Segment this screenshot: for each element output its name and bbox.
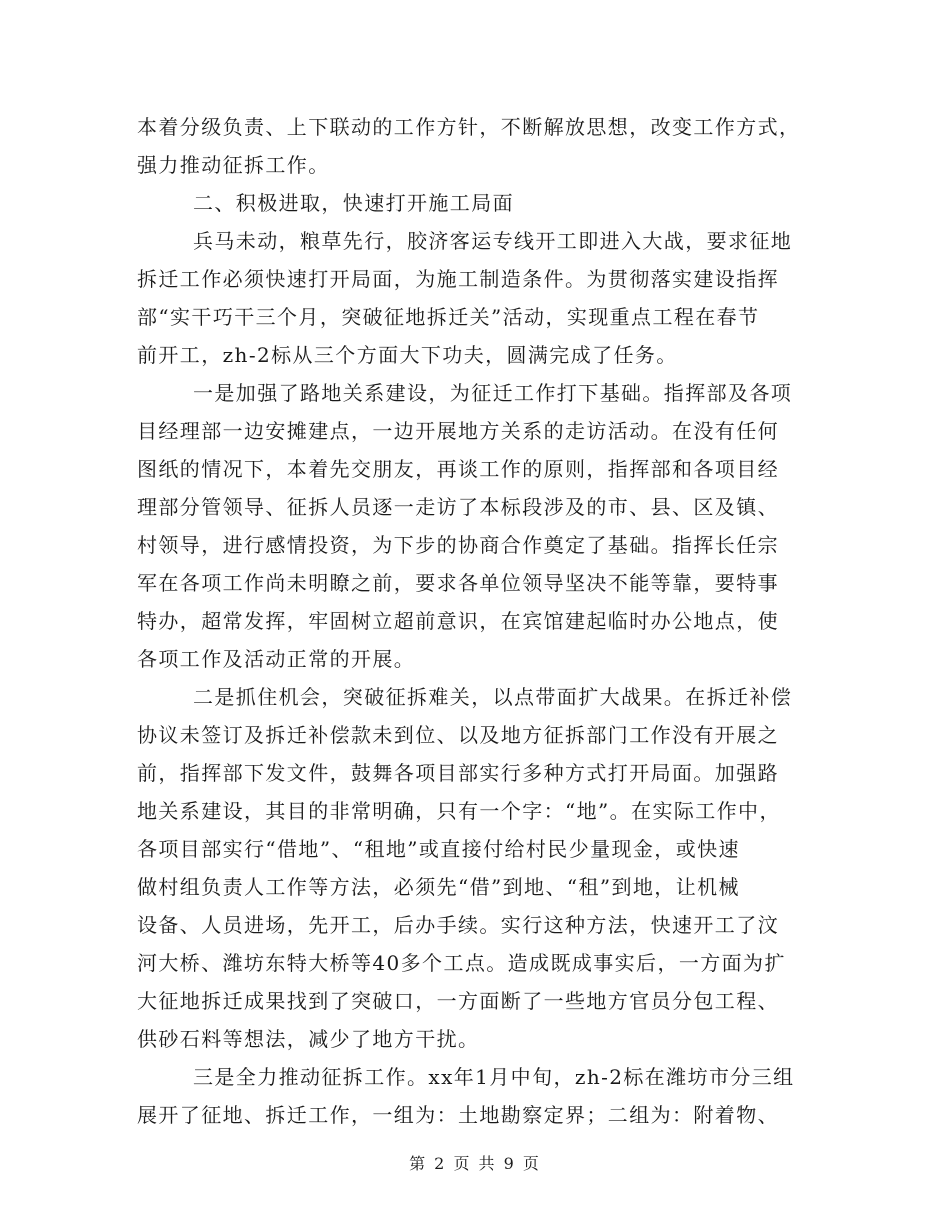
text-line: 地关系建设，其目的非常明确，只有一个字：“地”。在实际工作中， <box>137 799 781 823</box>
text-line: 各项工作及活动正常的开展。 <box>137 647 416 671</box>
text-line: 各项目部实行“借地”、“租地”或直接付给村民少量现金，或快速 <box>137 837 740 861</box>
text-line: 目经理部一边安摊建点，一边开展地方关系的走访活动。在没有任何 <box>137 419 779 443</box>
text-line: 兵马未动，粮草先行，胶济客运专线开工即进入大战，要求征地 <box>193 229 793 253</box>
text-line: 图纸的情况下，本着先交朋友，再谈工作的原则，指挥部和各项目经 <box>137 457 779 481</box>
text-line: 河大桥、潍坊东特大桥等40多个工点。造成既成事实后，一方面为扩 <box>137 951 786 975</box>
document-body <box>137 108 813 1134</box>
text-line: 供砂石料等想法，减少了地方干扰。 <box>137 1027 480 1051</box>
text-line: 军在各项工作尚未明瞭之前，要求各单位领导坚决不能等靠，要特事 <box>137 571 779 595</box>
text-line: 理部分管领导、征拆人员逐一走访了本标段涉及的市、县、区及镇、 <box>137 495 779 519</box>
text-line: 展开了征地、拆迁工作，一组为：土地勘察定界；二组为：附着物、 <box>137 1103 779 1127</box>
page-footer: 第 2 页 共 9 页 <box>409 1154 541 1173</box>
text-line: 前，指挥部下发文件，鼓舞各项目部实行多种方式打开局面。加强路 <box>137 761 779 785</box>
text-line: 二、积极进取，快速打开施工局面 <box>193 191 514 215</box>
text-line: 一是加强了路地关系建设，为征迁工作打下基础。指挥部及各项 <box>193 381 793 405</box>
text-line: 设备、人员进场，先开工，后办手续。实行这种方法，快速开工了汶 <box>137 913 779 937</box>
text-line: 强力推动征拆工作。 <box>137 153 330 177</box>
text-line: 村领导，进行感情投资，为下步的协商合作奠定了基础。指挥长任宗 <box>137 533 779 557</box>
text-line: 部“实干巧干三个月，突破征地拆迁关”活动，实现重点工程在春节 <box>137 305 760 329</box>
text-line: 协议未签订及拆迁补偿款未到位、以及地方征拆部门工作没有开展之 <box>137 723 779 747</box>
text-line: 三是全力推动征拆工作。xx年1月中旬，zh-2标在潍坊市分三组 <box>193 1065 795 1089</box>
text-line: 二是抓住机会，突破征拆难关，以点带面扩大战果。在拆迁补偿 <box>193 685 793 709</box>
text-line: 前开工，zh-2标从三个方面大下功夫，圆满完成了任务。 <box>137 343 678 367</box>
text-line: 做村组负责人工作等方法，必须先“借”到地、“租”到地，让机械 <box>137 875 740 899</box>
text-line: 大征地拆迁成果找到了突破口，一方面断了一些地方官员分包工程、 <box>137 989 779 1013</box>
text-line: 特办，超常发挥，牢固树立超前意识，在宾馆建起临时办公地点，使 <box>137 609 779 633</box>
text-line: 本着分级负责、上下联动的工作方针，不断解放思想，改变工作方式， <box>137 115 801 139</box>
text-line: 拆迁工作必须快速打开局面，为施工制造条件。为贯彻落实建设指挥 <box>137 267 779 291</box>
